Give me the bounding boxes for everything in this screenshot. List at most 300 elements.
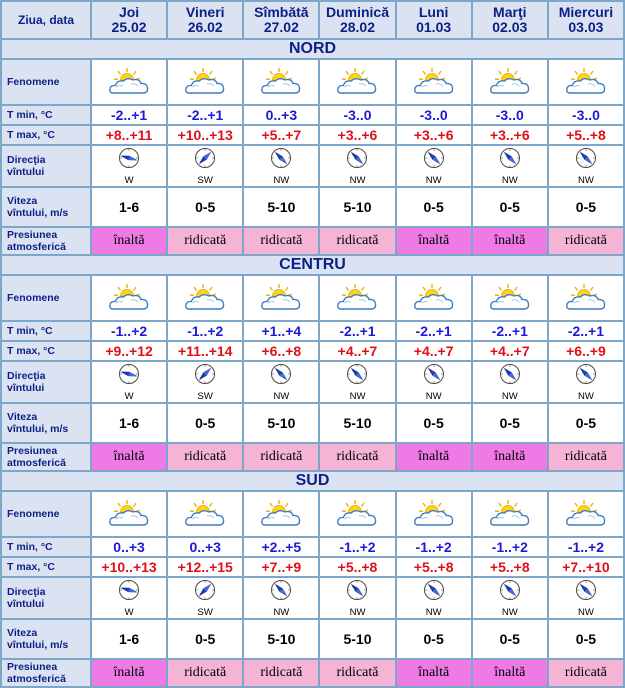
day-name: Miercuri <box>558 4 614 20</box>
row-label-line: Presiunea <box>7 445 58 457</box>
sun-behind-cloud-icon <box>92 283 166 313</box>
row-label-line: vîntului, m/s <box>7 423 69 435</box>
wind-speed-cell: 0-5 <box>168 404 242 442</box>
tmax-cell: +4..+7 <box>320 342 394 360</box>
phenomena-cell <box>92 276 166 320</box>
sun-behind-cloud-icon <box>92 499 166 529</box>
phenomena-cell <box>244 492 318 536</box>
wind-speed-cell: 5-10 <box>320 620 394 658</box>
tmin-row <box>2 538 623 556</box>
compass-arrow-icon <box>270 363 292 390</box>
row-label <box>2 342 90 360</box>
phenomena-cell <box>320 492 394 536</box>
wind-direction-cell <box>549 578 623 618</box>
tmin-cell: 0..+3 <box>168 538 242 556</box>
wind-speed-cell: 5-10 <box>244 188 318 226</box>
tmax-cell: +9..+12 <box>92 342 166 360</box>
tmax-cell: +3..+6 <box>397 126 471 144</box>
wind-direction-cell <box>473 362 547 402</box>
wind-direction-cell <box>244 146 318 186</box>
pressure-cell: ridicată <box>244 444 318 470</box>
tmin-cell: -1..+2 <box>473 538 547 556</box>
wind-direction-label: SW <box>197 390 213 402</box>
wind-speed-cell: 0-5 <box>473 188 547 226</box>
tmax-cell: +6..+9 <box>549 342 623 360</box>
day-name: Duminică <box>325 4 389 20</box>
wind-direction-label: NW <box>425 174 442 186</box>
tmax-cell: +7..+9 <box>244 558 318 576</box>
day-name: Vineri <box>185 4 225 20</box>
tmin-cell: +2..+5 <box>244 538 318 556</box>
tmax-cell: +5..+7 <box>244 126 318 144</box>
wind-direction-label: NW <box>578 174 594 186</box>
wind-direction-cell <box>320 362 394 402</box>
wind-direction-cell <box>397 362 471 402</box>
sun-behind-cloud-icon <box>549 67 623 97</box>
day-date: 25.02 <box>111 19 147 35</box>
wind-direction <box>168 363 242 402</box>
tmin-cell: -1..+2 <box>168 322 242 340</box>
wind-direction-cell <box>244 578 318 618</box>
phenomena-cell <box>168 492 242 536</box>
wind-direction <box>549 363 623 402</box>
phenomena-cell <box>320 60 394 104</box>
wind-direction-cell <box>473 146 547 186</box>
tmax-row <box>2 126 623 144</box>
tmax-cell: +5..+8 <box>397 558 471 576</box>
tmin-cell: -2..+1 <box>92 106 166 124</box>
wind-direction-cell <box>549 146 623 186</box>
row-label-line: Fenomene <box>7 508 60 520</box>
compass-arrow-icon <box>423 147 445 174</box>
row-label <box>2 106 90 124</box>
phenomena-cell <box>397 492 471 536</box>
corner-label: Ziua, data <box>2 2 90 38</box>
row-label-line: T min, °C <box>7 541 53 553</box>
compass-arrow-icon <box>346 363 368 390</box>
day-header <box>397 2 471 38</box>
wind-speed-cell: 5-10 <box>320 188 394 226</box>
compass-arrow-icon <box>346 579 368 606</box>
wind-direction-label: NW <box>273 390 290 402</box>
wind-speed-cell: 0-5 <box>397 188 471 226</box>
wind-direction-cell <box>320 146 394 186</box>
region-header-row <box>2 40 623 58</box>
row-label-line: vîntului, m/s <box>7 639 69 651</box>
sun-behind-cloud-icon <box>168 283 242 313</box>
tmin-cell: -2..+1 <box>320 322 394 340</box>
tmax-cell: +3..+6 <box>473 126 547 144</box>
tmin-cell: -2..+1 <box>549 322 623 340</box>
compass-arrow-icon <box>194 147 216 174</box>
row-label <box>2 362 90 402</box>
row-label-line: T min, °C <box>7 109 53 121</box>
wind-direction <box>549 147 623 186</box>
wind-speed-cell: 0-5 <box>397 404 471 442</box>
phenomena-cell <box>92 60 166 104</box>
tmax-cell: +4..+7 <box>473 342 547 360</box>
wind-direction <box>473 363 547 402</box>
compass-arrow-icon <box>575 147 597 174</box>
row-label-line: T max, °C <box>7 129 55 141</box>
wind-direction-label: W <box>124 174 134 186</box>
compass-arrow-icon <box>194 363 216 390</box>
pressure-cell: ridicată <box>549 660 623 686</box>
wind-direction-row <box>2 146 623 186</box>
tmin-cell: -2..+1 <box>397 322 471 340</box>
wind-direction-label: NW <box>578 606 594 618</box>
pressure-cell: înaltă <box>473 228 547 254</box>
day-name: Joi <box>118 4 140 20</box>
wind-direction <box>244 579 318 618</box>
day-name: Marţi <box>493 4 527 20</box>
day-header <box>473 2 547 38</box>
wind-direction <box>320 579 394 618</box>
tmax-row <box>2 558 623 576</box>
row-label-line: Fenomene <box>7 292 60 304</box>
wind-speed-cell: 0-5 <box>168 620 242 658</box>
phenomena-cell <box>244 276 318 320</box>
wind-direction-row <box>2 362 623 402</box>
sun-behind-cloud-icon <box>320 283 394 313</box>
tmax-cell: +5..+8 <box>473 558 547 576</box>
tmin-cell: -1..+2 <box>92 322 166 340</box>
wind-direction <box>320 363 394 402</box>
row-label-line: Fenomene <box>7 76 60 88</box>
wind-direction-cell <box>397 578 471 618</box>
row-label <box>2 404 90 442</box>
sun-behind-cloud-icon <box>397 283 471 313</box>
wind-speed-cell: 0-5 <box>549 188 623 226</box>
phenomena-cell <box>244 60 318 104</box>
tmax-cell: +12..+15 <box>168 558 242 576</box>
wind-direction <box>92 147 166 186</box>
wind-speed-row <box>2 404 623 442</box>
day-header <box>244 2 318 38</box>
row-label-line: T max, °C <box>7 561 55 573</box>
day-date: 01.03 <box>416 19 452 35</box>
phenomena-cell <box>473 492 547 536</box>
region-title: NORD <box>2 40 623 58</box>
phenomena-cell <box>397 276 471 320</box>
tmax-cell: +8..+11 <box>92 126 166 144</box>
row-label <box>2 146 90 186</box>
pressure-cell: ridicată <box>549 228 623 254</box>
compass-arrow-icon <box>118 579 140 606</box>
row-label-line: Viteza <box>7 195 38 207</box>
phenomena-cell <box>549 276 623 320</box>
wind-direction-label: W <box>124 606 134 618</box>
wind-direction-label: NW <box>349 390 366 402</box>
row-label <box>2 126 90 144</box>
tmin-cell: 0..+3 <box>92 538 166 556</box>
day-date: 02.03 <box>492 19 528 35</box>
row-label <box>2 538 90 556</box>
sun-behind-cloud-icon <box>168 67 242 97</box>
tmax-cell: +6..+8 <box>244 342 318 360</box>
tmin-cell: -2..+1 <box>168 106 242 124</box>
sun-behind-cloud-icon <box>168 499 242 529</box>
compass-arrow-icon <box>194 579 216 606</box>
forecast-table-body <box>2 2 623 686</box>
wind-speed-cell: 5-10 <box>320 404 394 442</box>
wind-direction-label: NW <box>501 390 518 402</box>
tmin-cell: -3..0 <box>473 106 547 124</box>
compass-arrow-icon <box>423 363 445 390</box>
pressure-cell: ridicată <box>168 444 242 470</box>
compass-arrow-icon <box>270 147 292 174</box>
wind-direction-cell <box>92 146 166 186</box>
pressure-cell: înaltă <box>397 228 471 254</box>
pressure-cell: înaltă <box>92 660 166 686</box>
tmin-cell: -1..+2 <box>549 538 623 556</box>
wind-speed-cell: 1-6 <box>92 404 166 442</box>
compass-arrow-icon <box>346 147 368 174</box>
phenomena-cell <box>549 492 623 536</box>
pressure-cell: ridicată <box>320 660 394 686</box>
wind-direction-cell <box>168 362 242 402</box>
row-label-line: vîntului <box>7 166 45 178</box>
wind-direction-label: NW <box>273 174 290 186</box>
compass-arrow-icon <box>118 147 140 174</box>
wind-direction-cell <box>168 578 242 618</box>
compass-arrow-icon <box>499 579 521 606</box>
row-label-line: Presiunea <box>7 229 58 241</box>
day-name: Sîmbătă <box>254 4 309 20</box>
row-label <box>2 558 90 576</box>
phenomena-cell <box>168 60 242 104</box>
pressure-cell: înaltă <box>397 660 471 686</box>
wind-direction-label: SW <box>197 174 213 186</box>
wind-direction <box>320 147 394 186</box>
wind-direction <box>549 579 623 618</box>
tmax-cell: +10..+13 <box>168 126 242 144</box>
row-label <box>2 620 90 658</box>
row-label <box>2 578 90 618</box>
wind-speed-cell: 0-5 <box>168 188 242 226</box>
sun-behind-cloud-icon <box>473 67 547 97</box>
day-header <box>549 2 623 38</box>
header-row <box>2 2 623 38</box>
pressure-cell: ridicată <box>244 660 318 686</box>
region-title: SUD <box>2 472 623 490</box>
tmax-row <box>2 342 623 360</box>
wind-direction-label: NW <box>349 606 366 618</box>
phenomena-cell <box>473 60 547 104</box>
wind-direction-label: NW <box>578 390 594 402</box>
row-label-line: vîntului <box>7 598 45 610</box>
compass-arrow-icon <box>575 579 597 606</box>
row-label <box>2 276 90 320</box>
compass-arrow-icon <box>499 363 521 390</box>
wind-direction-cell <box>320 578 394 618</box>
wind-direction-cell <box>92 362 166 402</box>
day-date: 27.02 <box>263 19 299 35</box>
pressure-cell: ridicată <box>320 444 394 470</box>
wind-direction <box>473 147 547 186</box>
pressure-row <box>2 444 623 470</box>
phenomena-cell <box>92 492 166 536</box>
tmax-cell: +11..+14 <box>168 342 242 360</box>
region-header-row <box>2 256 623 274</box>
row-label-line: atmosferică <box>7 241 66 253</box>
wind-direction-label: W <box>124 390 134 402</box>
tmax-cell: +5..+8 <box>549 126 623 144</box>
phenomena-cell <box>549 60 623 104</box>
wind-direction <box>397 579 471 618</box>
pressure-cell: înaltă <box>92 444 166 470</box>
day-header <box>168 2 242 38</box>
phenomena-cell <box>397 60 471 104</box>
wind-direction-row <box>2 578 623 618</box>
wind-direction <box>244 363 318 402</box>
wind-speed-cell: 5-10 <box>244 404 318 442</box>
pressure-cell: ridicată <box>168 228 242 254</box>
sun-behind-cloud-icon <box>549 499 623 529</box>
wind-speed-cell: 0-5 <box>397 620 471 658</box>
row-label-line: Direcţia <box>7 154 46 166</box>
compass-arrow-icon <box>575 363 597 390</box>
pressure-cell: ridicată <box>549 444 623 470</box>
wind-speed-cell: 1-6 <box>92 188 166 226</box>
region-header-row <box>2 472 623 490</box>
row-label <box>2 188 90 226</box>
day-date: 03.03 <box>568 19 604 35</box>
wind-speed-row <box>2 620 623 658</box>
sun-behind-cloud-icon <box>473 499 547 529</box>
phenomena-cell <box>168 276 242 320</box>
wind-direction-label: NW <box>273 606 290 618</box>
compass-arrow-icon <box>270 579 292 606</box>
wind-direction <box>168 147 242 186</box>
tmax-cell: +3..+6 <box>320 126 394 144</box>
row-label-line: Presiunea <box>7 661 58 673</box>
wind-direction-label: NW <box>501 174 518 186</box>
row-label-line: atmosferică <box>7 457 66 469</box>
pressure-cell: înaltă <box>92 228 166 254</box>
wind-direction <box>397 363 471 402</box>
wind-direction-cell <box>473 578 547 618</box>
tmax-cell: +10..+13 <box>92 558 166 576</box>
tmax-cell: +7..+10 <box>549 558 623 576</box>
wind-speed-cell: 5-10 <box>244 620 318 658</box>
wind-direction <box>92 363 166 402</box>
wind-direction-cell <box>549 362 623 402</box>
phenomena-cell <box>320 276 394 320</box>
wind-direction-cell <box>397 146 471 186</box>
tmin-cell: +1..+4 <box>244 322 318 340</box>
wind-direction-label: NW <box>425 606 442 618</box>
compass-arrow-icon <box>499 147 521 174</box>
day-date: 26.02 <box>187 19 223 35</box>
tmax-cell: +4..+7 <box>397 342 471 360</box>
row-label-line: atmosferică <box>7 673 66 685</box>
day-header <box>320 2 394 38</box>
wind-direction <box>168 579 242 618</box>
pressure-cell: înaltă <box>397 444 471 470</box>
row-label-line: Direcţia <box>7 370 46 382</box>
tmax-cell: +5..+8 <box>320 558 394 576</box>
wind-speed-cell: 0-5 <box>473 404 547 442</box>
day-date: 28.02 <box>339 19 376 35</box>
row-label-line: Viteza <box>7 411 38 423</box>
sun-behind-cloud-icon <box>473 283 547 313</box>
sun-behind-cloud-icon <box>244 283 318 313</box>
tmin-cell: -3..0 <box>549 106 623 124</box>
wind-direction-label: NW <box>425 390 442 402</box>
phenomena-row <box>2 60 623 104</box>
wind-direction-cell <box>92 578 166 618</box>
tmin-row <box>2 322 623 340</box>
wind-direction <box>397 147 471 186</box>
tmin-row <box>2 106 623 124</box>
sun-behind-cloud-icon <box>320 499 394 529</box>
tmin-cell: -3..0 <box>320 106 394 124</box>
row-label-line: vîntului, m/s <box>7 207 69 219</box>
tmin-cell: -3..0 <box>397 106 471 124</box>
row-label <box>2 60 90 104</box>
phenomena-cell <box>473 276 547 320</box>
row-label-line: T min, °C <box>7 325 53 337</box>
wind-direction <box>473 579 547 618</box>
pressure-cell: înaltă <box>473 444 547 470</box>
wind-direction-label: SW <box>197 606 213 618</box>
phenomena-row <box>2 492 623 536</box>
wind-direction <box>92 579 166 618</box>
pressure-row <box>2 228 623 254</box>
row-label-line: T max, °C <box>7 345 55 357</box>
pressure-cell: ridicată <box>168 660 242 686</box>
day-header <box>92 2 166 38</box>
row-label-line: Viteza <box>7 627 38 639</box>
row-label <box>2 322 90 340</box>
pressure-cell: ridicată <box>244 228 318 254</box>
row-label <box>2 660 90 686</box>
pressure-row <box>2 660 623 686</box>
sun-behind-cloud-icon <box>549 283 623 313</box>
tmin-cell: -2..+1 <box>473 322 547 340</box>
day-name: Luni <box>418 4 449 20</box>
wind-speed-cell: 1-6 <box>92 620 166 658</box>
wind-direction-label: NW <box>349 174 366 186</box>
sun-behind-cloud-icon <box>397 67 471 97</box>
sun-behind-cloud-icon <box>397 499 471 529</box>
row-label <box>2 492 90 536</box>
tmin-cell: -1..+2 <box>320 538 394 556</box>
wind-speed-cell: 0-5 <box>549 404 623 442</box>
compass-arrow-icon <box>118 363 140 390</box>
wind-direction <box>244 147 318 186</box>
region-title: CENTRU <box>2 256 623 274</box>
row-label-line: vîntului <box>7 382 45 394</box>
sun-behind-cloud-icon <box>244 499 318 529</box>
sun-behind-cloud-icon <box>244 67 318 97</box>
row-label-line: Direcţia <box>7 586 46 598</box>
wind-direction-label: NW <box>501 606 518 618</box>
pressure-cell: înaltă <box>473 660 547 686</box>
wind-speed-row <box>2 188 623 226</box>
row-label <box>2 444 90 470</box>
pressure-cell: ridicată <box>320 228 394 254</box>
sun-behind-cloud-icon <box>92 67 166 97</box>
row-label <box>2 228 90 254</box>
wind-speed-cell: 0-5 <box>473 620 547 658</box>
tmin-cell: -1..+2 <box>397 538 471 556</box>
tmin-cell: 0..+3 <box>244 106 318 124</box>
phenomena-row <box>2 276 623 320</box>
sun-behind-cloud-icon <box>320 67 394 97</box>
wind-speed-cell: 0-5 <box>549 620 623 658</box>
